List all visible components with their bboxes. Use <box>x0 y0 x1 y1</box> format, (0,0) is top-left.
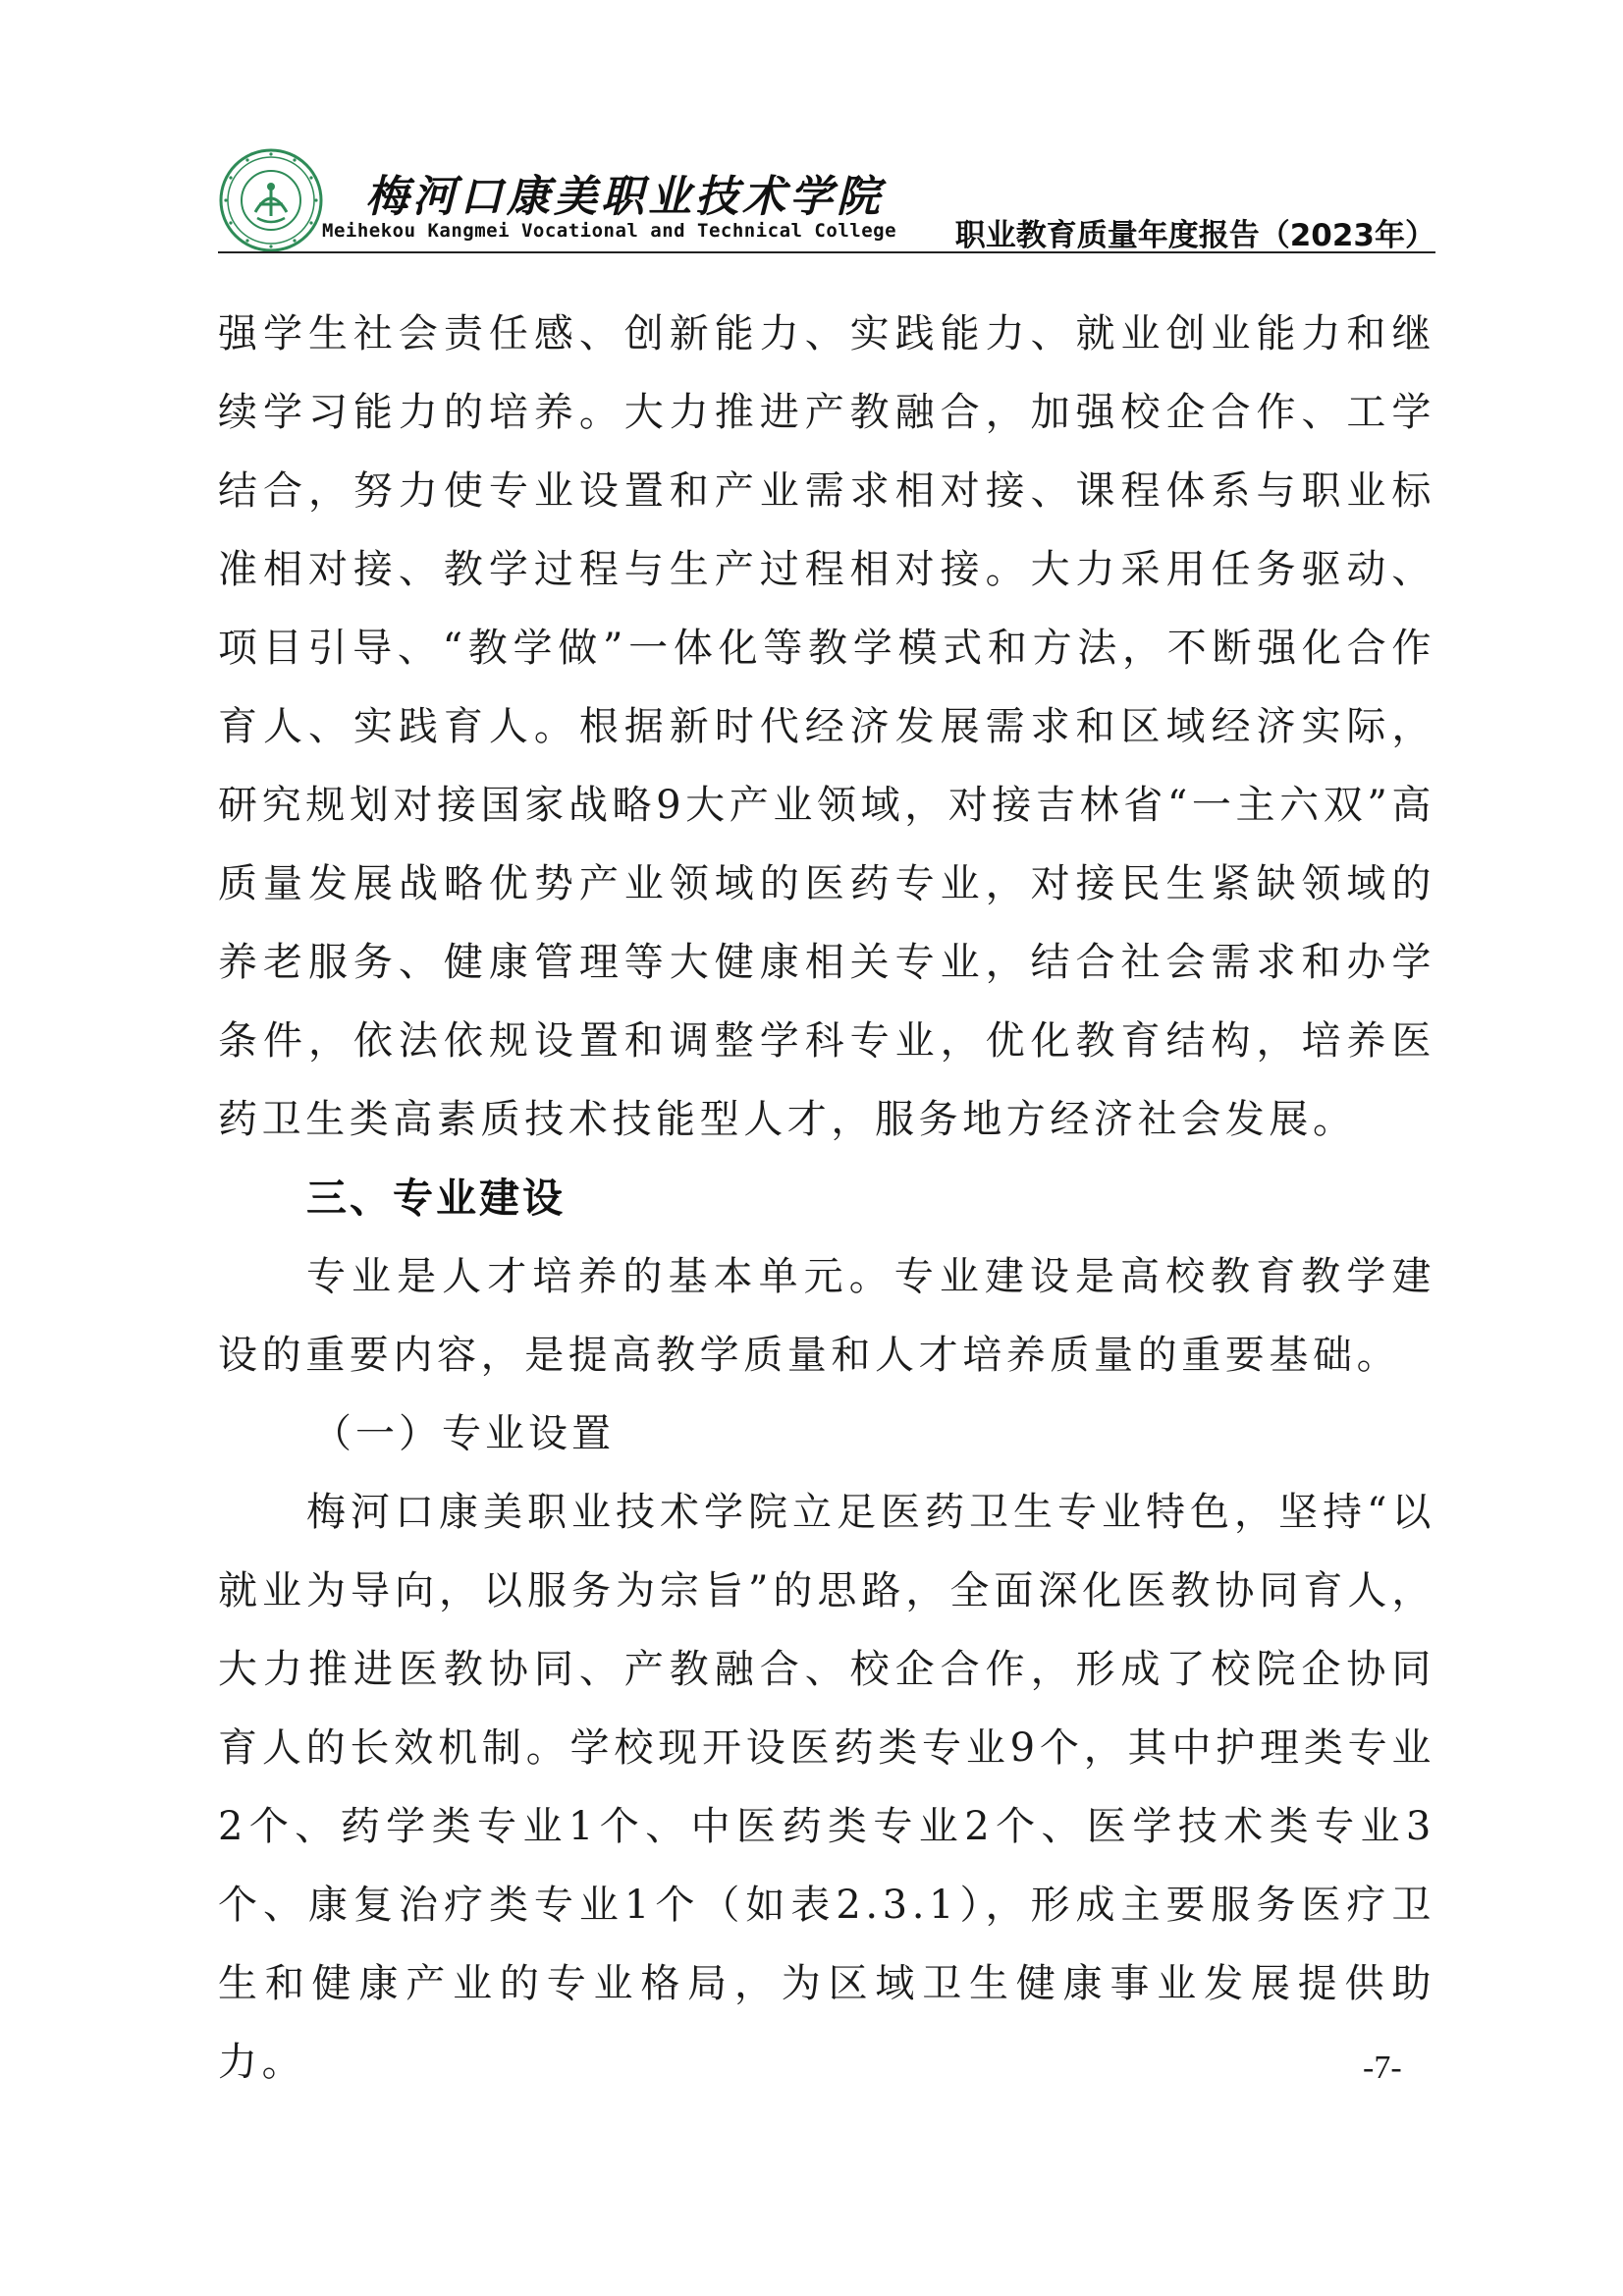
body-paragraph-1: 强学生社会责任感、创新能力、实践能力、就业创业能力和继续学习能力的培养。大力推进产教融合，加强校企合作、工学结合，努力使专业设置和产业需求相对接、课程体系与职业标准相对接、教学过程与生产过程相对接。大力采用任务驱动、项目引导、“教学做”一体化等教学模式和方法，不断强化合作育人、实践育人。根据新时代经济发展需求和区域经济实际，研究规划对接国家战略9大产业领域，对接吉林省“一主六双”高质量发展战略优势产业领域的医药专业，对接民生紧缺领域的养老服务、健康管理等大健康相关专业，结合社会需求和办学条件，依法依规设置和调整学科专业，优化教育结构，培养医药卫生类高素质技术技能型人才，服务地方经济社会发展。 <box>218 311 1435 1142</box>
subsection-heading: （一）专业设置 <box>312 1411 615 1456</box>
body-paragraph-2: 专业是人才培养的基本单元。专业建设是高校教育教学建设的重要内容，是提高教学质量和人才培养质量的重要基础。 <box>218 1254 1435 1378</box>
page-content <box>218 295 1435 2102</box>
school-name-cn: 梅河口康美职业技术学院 <box>365 172 884 222</box>
header-divider <box>218 251 1435 253</box>
section-heading: 三、专业建设 <box>306 1175 566 1222</box>
school-logo-icon <box>218 147 324 253</box>
school-name-en: Meihekou Kangmei Vocational and Technical College <box>322 220 897 242</box>
report-title: 职业教育质量年度报告（2023年） <box>954 218 1435 253</box>
page-number: -7- <box>1363 2050 1402 2086</box>
page-header <box>218 139 1435 255</box>
body-paragraph-3: 梅河口康美职业技术学院立足医药卫生专业特色，坚持“以就业为导向，以服务为宗旨”的思路，全面深化医教协同育人，大力推进医教协同、产教融合、校企合作，形成了校院企协同育人的长效机制。学校现开设医药类专业9个，其中护理类专业2个、药学类专业1个、中医药类专业2个、医学技术类专业3个、康复治疗类专业1个（如表2.3.1），形成主要服务医疗卫生和健康产业的专业格局，为区域卫生健康事业发展提供助力。 <box>218 1490 1435 2085</box>
